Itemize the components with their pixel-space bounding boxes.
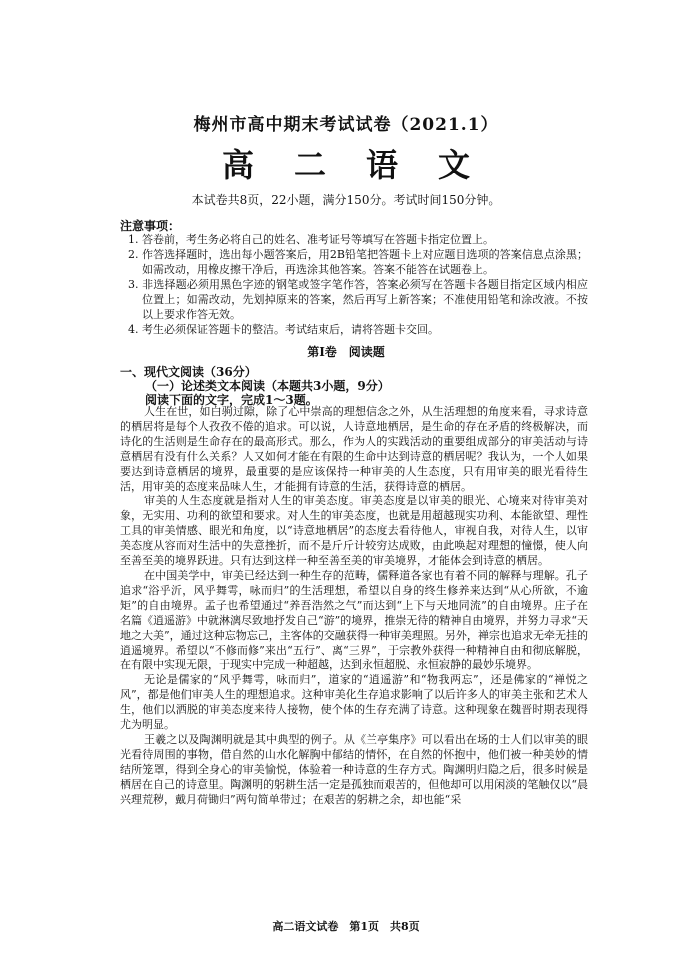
notice-list bbox=[128, 232, 588, 337]
notice-heading: 注意事项： bbox=[120, 219, 181, 233]
passage-paragraph: 王羲之以及陶渊明就是其中典型的例子。从《兰亭集序》可以看出在场的士人们以审美的眼光看待周围的事物，借自然的山水化解胸中郁结的情怀，在自然的怀抱中，他们被一种美妙的情结所笼罩，得到全身心的审美愉悦，体验着一种诗意的生存方式。陶渊明归隐之后，很多时候是栖居在自己的诗意里。陶渊明的躬耕生活一定是孤独而艰苦的，但他却可以用闲淡的笔触仅以“晨兴理荒秽，戴月荷锄归”两句简单带过；在艰苦的躬耕之余，却也能“采 bbox=[120, 732, 588, 806]
passage-paragraph: 无论是儒家的“风乎舞雩，咏而归”，道家的“逍遥游”和“物我两忘”，还是佛家的“禅悦之风”，都是他们审美人生的理想追求。这种审美化生存追求影响了以后许多人的审美主张和艺术人生，他们以洒脱的审美态度来待人接物，使个体的生存充满了诗意。这种现象在魏晋时期表现得尤为明显。 bbox=[120, 673, 588, 732]
exam-title: 梅州市高中期末考试试卷（2021.1） bbox=[193, 115, 499, 135]
page-footer: 高二语文试卷 第1页 共8页 bbox=[272, 920, 420, 933]
subsection-title: （一）论述类文本阅读（本题共3小题，9分） bbox=[145, 379, 390, 393]
notice-item: 4. 考生必须保证答题卡的整洁。考试结束后，请将答题卡交回。 bbox=[128, 323, 439, 336]
passage-paragraph: 人生在世，如白驹过隙，除了心中崇高的理想信念之外，从生活理想的角度来看，寻求诗意的栖居将是每个人孜孜不倦的追求。可以说，人诗意地栖居，是生命的存在矛盾的终极解决，而诗化的生活则是生命存在的最高形式。那么，作为人的实践活动的重要组成部分的审美活动与诗意栖居有没有什么关系？人又如何才能在有限的生命中达到诗意的栖居呢？我认为，一个人如果要达到诗意栖居的境界，最重要的是应该保持一种审美的人生态度，只有用审美的眼光看待生活，用审美的态度来品味人生，才能拥有诗意的生活，获得诗意的栖居。 bbox=[120, 405, 588, 493]
exam-info: 本试卷共8页，22小题，满分150分。考试时间150分钟。 bbox=[191, 193, 501, 207]
passage-paragraph: 审美的人生态度就是指对人生的审美态度。审美态度是以审美的眼光、心境来对待审美对象，无实用、功利的欲望和要求。对人生的审美态度，也就是用超越现实功利、本能欲望、理性工具的审美情感、眼光和角度，以“诗意地栖居”的态度去看待他人，审视自我，对待人生，以审美态度从容而对生活中的失意挫折，而不是斤斤计较穷达成败，由此唤起对理想的憧憬，使人向至善至美的境界跃进。只有达到这样一种至善至美的审美境界，才能体会到诗意的栖居。 bbox=[120, 494, 588, 568]
passage-paragraph: 在中国美学中，审美已经达到一种生存的范畴，儒释道各家也有着不同的解释与理解。孔子追求“浴乎沂，风乎舞雩，咏而归”的生活理想，希望以自身的终生修养来达到“从心所欲，不逾矩”的自由境界。孟子也希望通过“养吾浩然之气”而达到“上下与天地同流”的自由境界。庄子在名篇《逍遥游》中就淋漓尽致地抒发自己“游”的境界，推崇无待的精神自由境界，并努力寻求“天地之大美”，通过这种忘物忘己，主客体的交融获得一种审美理照。另外，禅宗也追求无牵无挂的逍遥境界。希望以“不修而修”来出“五行”、离“三界”，于宗教外获得一种精神自由和彻底解脱，在有限中实现无限，于现实中完成一种超越，达到永恒超脱、永恒寂静的最妙乐境界。 bbox=[120, 568, 588, 672]
subject-heading: 高二语文 bbox=[221, 146, 510, 184]
reading-instruction: 阅读下面的文字，完成1～3题。 bbox=[145, 393, 318, 407]
part-title: 第Ⅰ卷 阅读题 bbox=[307, 345, 385, 359]
notice-item: 3. 非选择题必须用黑色字迹的钢笔或签字笔作答，答案必须写在答题卡各题目指定区域内相应位置上；如需改动，先划掉原来的答案，然后再写上新答案；不准使用铅笔和涂改液。不按以上要求作答无效。 bbox=[128, 278, 588, 321]
notice-item: 2. 作答选择题时，选出每小题答案后，用2B铅笔把答题卡上对应题目选项的答案信息点涂黑；如需改动，用橡皮擦干净后，再选涂其他答案。答案不能答在试题卷上。 bbox=[128, 248, 588, 276]
reading-passage bbox=[120, 405, 588, 807]
notice-item: 1. 答卷前，考生务必将自己的姓名、准考证号等填写在答题卡指定位置上。 bbox=[128, 233, 494, 246]
section-title: 一、现代文阅读（36分） bbox=[120, 365, 257, 379]
